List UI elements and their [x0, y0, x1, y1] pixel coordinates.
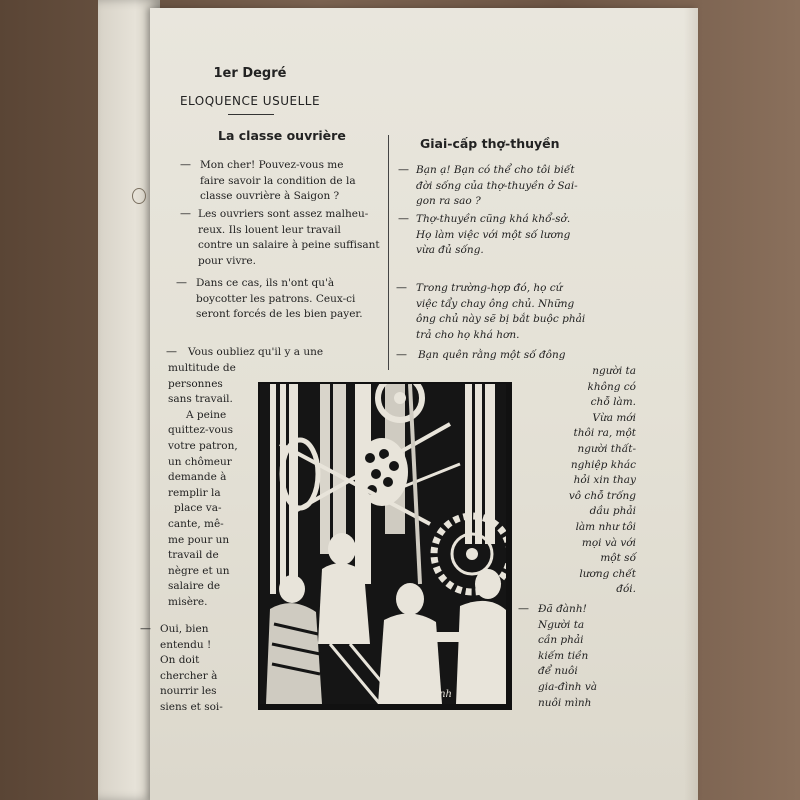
text-line: nourrir les: [160, 685, 217, 698]
text-line: place va-: [174, 502, 222, 515]
text-line: siens et soi-: [160, 700, 223, 713]
text-line: gia-đình và: [538, 680, 598, 693]
text-line: không có: [587, 380, 636, 393]
dash-marker: —: [518, 602, 529, 615]
degree-heading: 1er Degré: [213, 66, 287, 81]
text-line: travail de: [168, 549, 219, 562]
dash-marker: —: [166, 345, 177, 358]
left-column-title: La classe ouvrière: [218, 128, 346, 143]
dash-marker: —: [396, 348, 407, 361]
right-paragraph-3: [416, 281, 616, 343]
text-line: Trong trường-hợp đó, họ cứ: [416, 282, 563, 294]
text-line: cần phải: [538, 634, 584, 647]
text-line: salaire de: [168, 580, 221, 593]
left-paragraph-4-first: [188, 345, 382, 361]
text-line: Bạn quên rằng một số đông: [418, 349, 566, 361]
text-line: sans travail.: [168, 393, 233, 406]
text-line: gon ra sao ?: [416, 195, 481, 207]
text-line: demande à: [168, 471, 227, 484]
text-line: mọi và với: [581, 536, 636, 549]
text-line: Vừa mới: [592, 411, 636, 424]
left-paragraph-3: [196, 276, 382, 323]
text-line: faire savoir la condition de la: [200, 174, 356, 187]
heading-underline: [228, 114, 274, 115]
text-line: đói.: [616, 583, 636, 596]
text-line: người ta: [592, 365, 636, 377]
text-line: remplir la: [168, 486, 221, 499]
dash-marker: —: [180, 207, 191, 220]
dash-marker: —: [180, 158, 191, 171]
text-line: A peine: [186, 408, 227, 421]
text-line: nghiệp khác: [570, 458, 636, 471]
text-line: một số: [600, 552, 636, 565]
text-line: Oui, bien: [160, 623, 209, 635]
text-line: đời sống của thợ-thuyền ở Sai-: [416, 179, 578, 192]
left-paragraph-4: [168, 361, 254, 611]
text-line: quittez-vous: [168, 424, 233, 437]
text-line: chỗ làm.: [590, 396, 636, 409]
text-line: kiếm tiền: [538, 649, 589, 662]
text-line: nuôi mình: [538, 696, 592, 709]
dash-marker: —: [176, 276, 187, 289]
text-line: Thợ-thuyền cũng khá khổ-sở.: [416, 213, 571, 225]
factory-engraving: [260, 384, 506, 704]
text-line: nègre et un: [168, 564, 230, 577]
text-line: reux. Ils louent leur travail: [198, 223, 341, 236]
text-line: vô chỗ trống: [568, 489, 636, 502]
text-line: un chômeur: [168, 455, 232, 468]
right-paragraph-5: [538, 602, 638, 711]
text-line: ông chủ này sẽ bị bắt buộc phải: [416, 313, 586, 325]
text-line: lương chết: [579, 567, 636, 580]
text-line: seront forcés de les bien payer.: [196, 308, 363, 320]
text-line: Vous oubliez qu'il y a une: [188, 346, 324, 358]
text-line: Đã đành!: [538, 603, 587, 615]
right-paragraph-1: [416, 163, 616, 210]
text-line: multitude de: [168, 362, 236, 374]
text-line: misère.: [168, 595, 208, 608]
text-line: chercher à: [160, 669, 218, 682]
dash-marker: —: [396, 281, 407, 294]
text-line: làm như tôi: [575, 520, 636, 533]
text-line: contre un salaire à peine suffisant: [198, 239, 380, 251]
text-line: Dans ce cas, ils n'ont qu'à: [196, 277, 335, 289]
text-line: Họ làm việc với một số lương: [416, 228, 571, 241]
left-paragraph-1: [200, 158, 382, 205]
text-line: me pour un: [168, 533, 230, 546]
text-line: votre patron,: [168, 439, 238, 452]
text-line: thôi ra, một: [573, 427, 636, 440]
factory-workers-illustration: [258, 382, 512, 710]
text-line: Mon cher! Pouvez-vous me: [200, 159, 344, 171]
left-paragraph-5: [160, 622, 250, 716]
artist-signature: Anh: [431, 689, 452, 700]
dash-marker: —: [398, 163, 409, 176]
right-paragraph-2: [416, 212, 616, 259]
text-line: trả cho họ khá hơn.: [416, 328, 520, 341]
right-paragraph-4-first: [418, 348, 618, 364]
text-line: pour vivre.: [198, 254, 256, 267]
text-line: để nuôi: [538, 665, 578, 678]
left-paragraph-2: [198, 207, 382, 269]
text-line: boycotter les patrons. Ceux-ci: [196, 292, 356, 305]
text-line: entendu !: [160, 638, 212, 651]
text-line: cante, mê-: [168, 517, 224, 530]
binding-stitch: [132, 188, 146, 204]
text-line: On doit: [160, 654, 200, 667]
text-line: Bạn ạ! Bạn có thể cho tôi biết: [416, 164, 575, 176]
page-edge-shadow: [684, 8, 698, 800]
text-line: classe ouvrière à Saigon ?: [200, 190, 340, 202]
dash-marker: —: [398, 212, 409, 225]
column-divider: [388, 135, 389, 370]
text-line: Les ouvriers sont assez malheu-: [198, 208, 369, 220]
text-line: dầu phải: [589, 505, 636, 518]
text-line: personnes: [168, 377, 223, 390]
section-heading: ELOQUENCE USUELLE: [179, 94, 321, 108]
text-line: vừa đủ sống.: [416, 244, 484, 256]
right-paragraph-4: [536, 364, 636, 598]
dash-marker: —: [140, 622, 151, 635]
text-line: người thất-: [577, 442, 636, 455]
text-line: hỏi xin thay: [573, 474, 636, 487]
right-column-title: Giai-cấp thợ-thuyền: [420, 136, 560, 151]
text-line: Người ta: [538, 618, 585, 631]
text-line: việc tẩy chay ông chủ. Những: [416, 297, 575, 310]
